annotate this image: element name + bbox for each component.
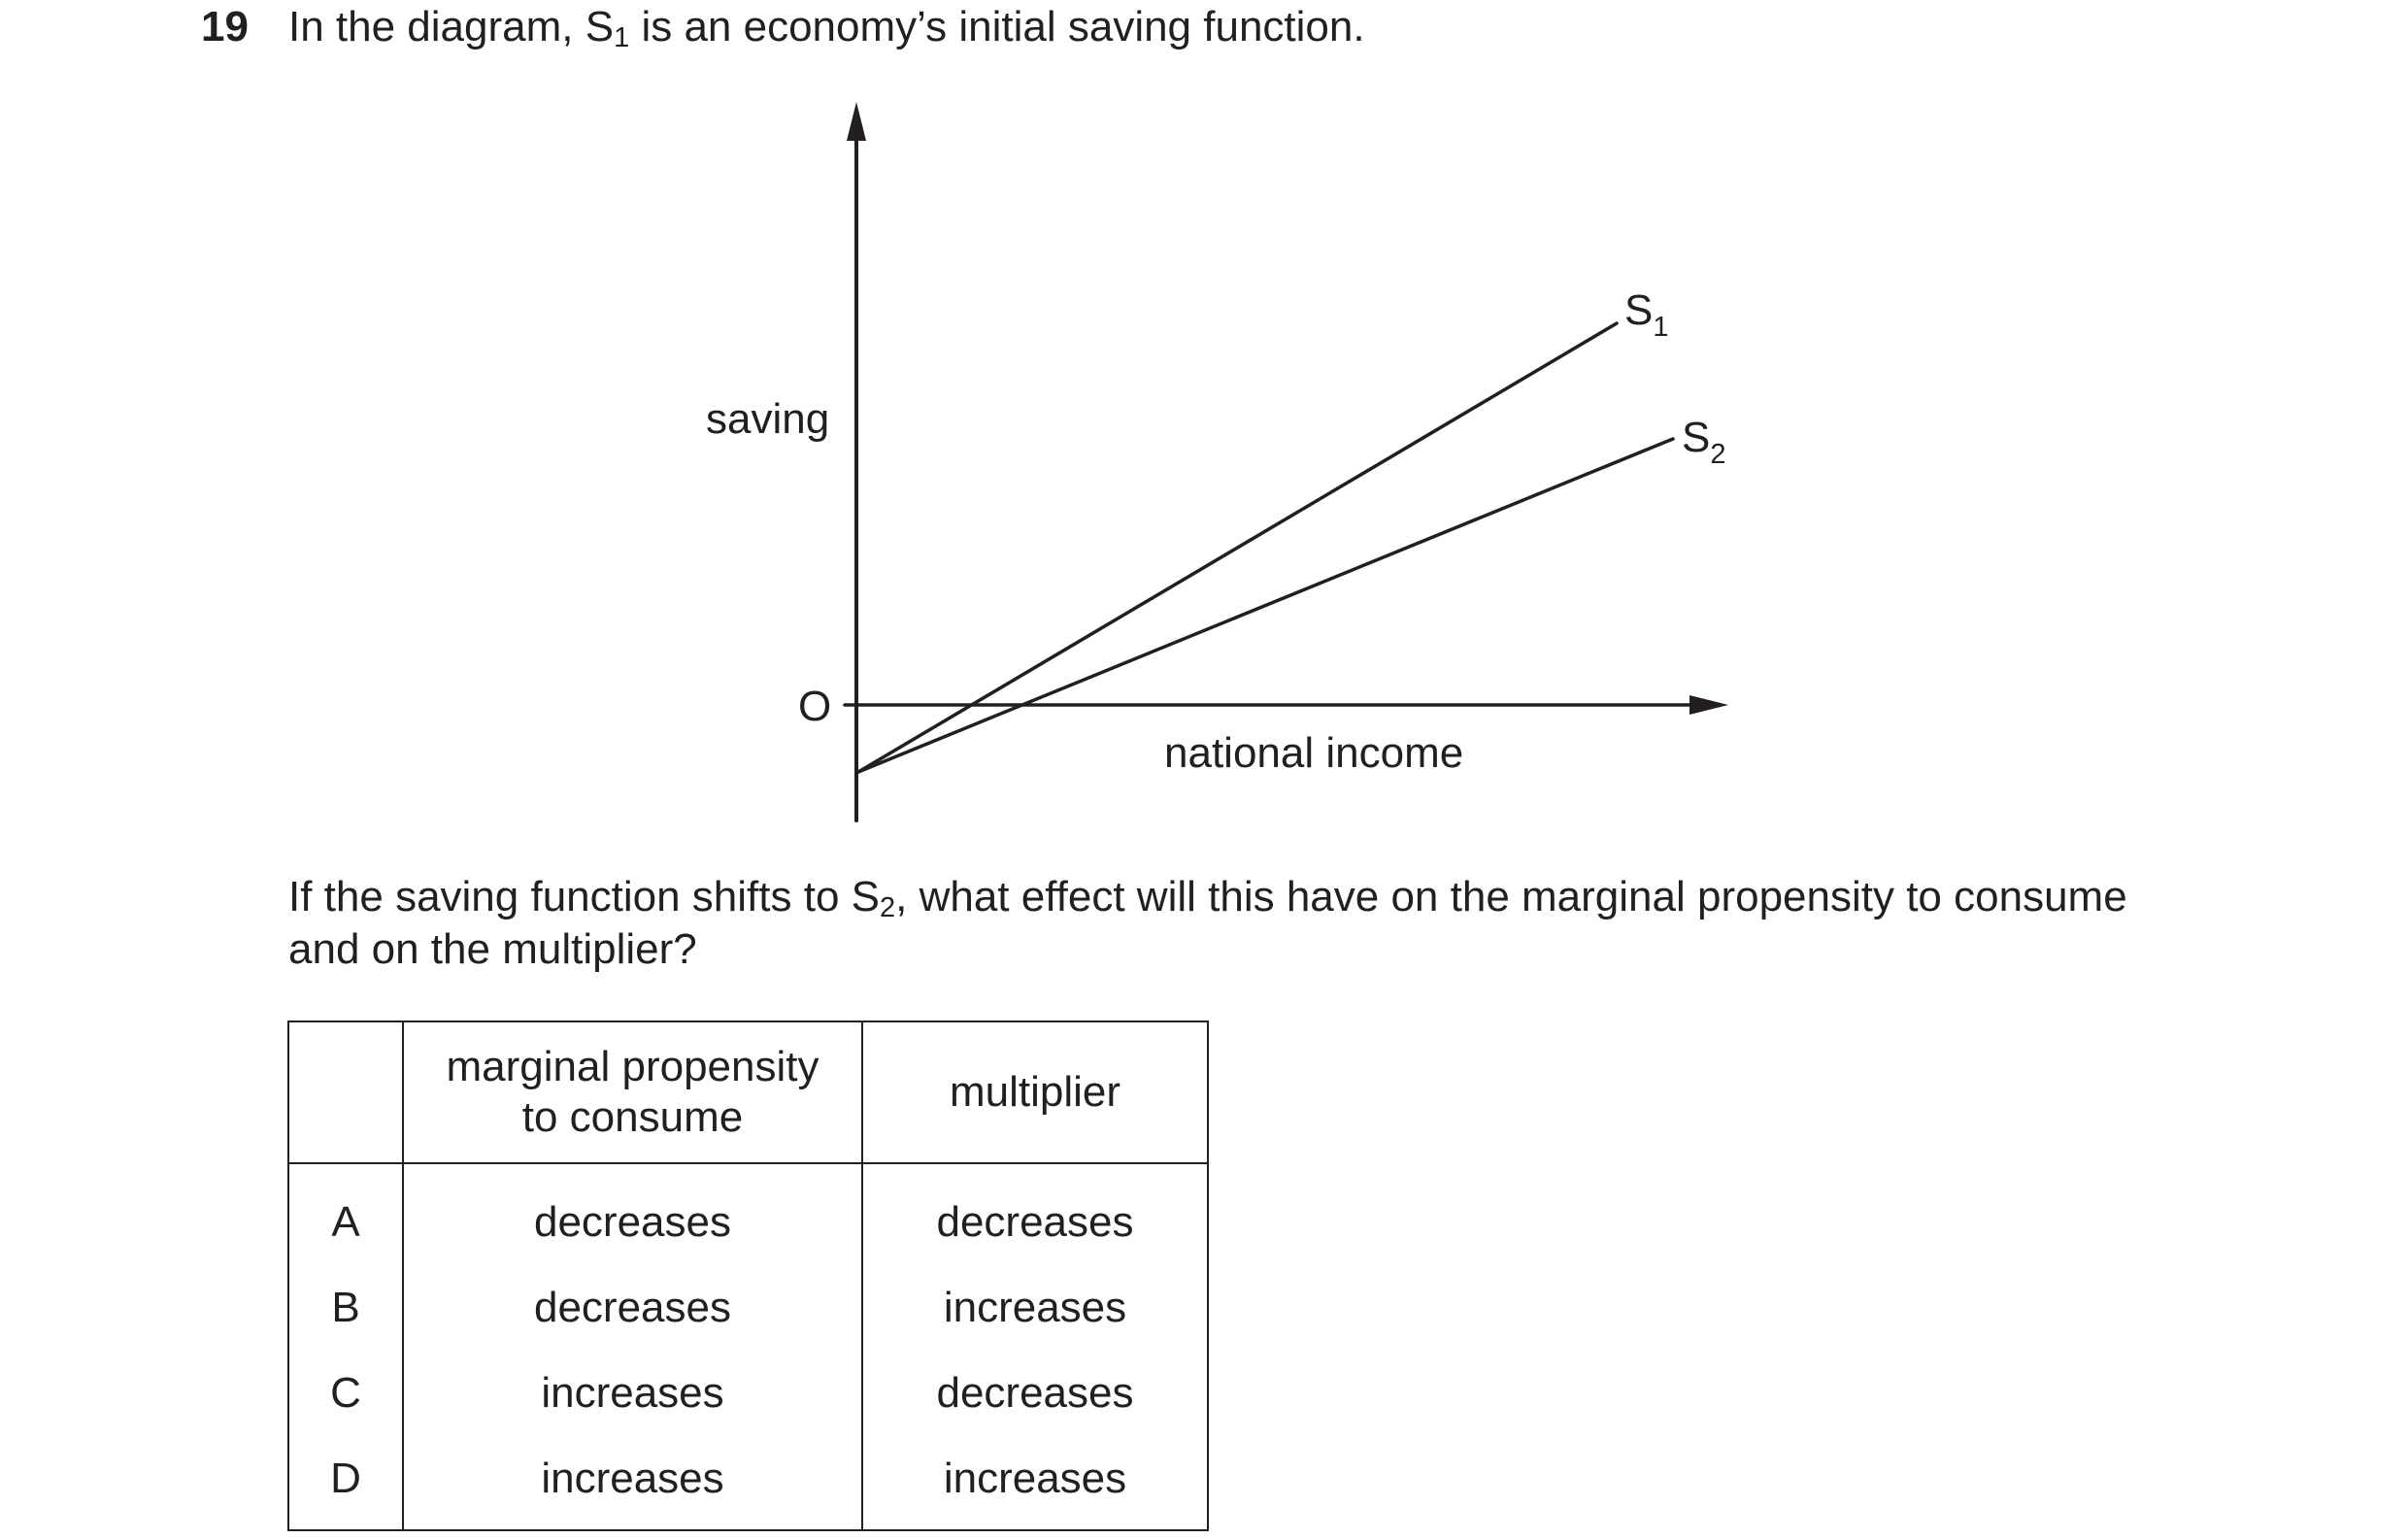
table-row[interactable]: [288, 1436, 1208, 1530]
question-text-subscript: 1: [614, 22, 630, 53]
y-axis-label: saving: [706, 395, 830, 443]
s2-label-subscript: 2: [1710, 439, 1726, 470]
option-multiplier: increases: [862, 1436, 1208, 1530]
saving-line-s2: [858, 439, 1673, 772]
y-axis-arrowhead: [847, 102, 866, 141]
header-multiplier: multiplier: [862, 1021, 1208, 1163]
option-mpc: decreases: [403, 1265, 862, 1351]
table-header-row: [288, 1021, 1208, 1163]
x-axis-arrowhead: [1689, 695, 1728, 715]
table-row[interactable]: [288, 1351, 1208, 1436]
option-mpc: increases: [403, 1351, 862, 1436]
option-multiplier: decreases: [862, 1351, 1208, 1436]
question-text-start: In the diagram, S: [288, 3, 615, 50]
x-axis-label: national income: [1164, 729, 1464, 777]
origin-label: O: [798, 683, 832, 730]
prompt-subscript: 2: [880, 892, 896, 923]
header-mpc: [403, 1021, 862, 1163]
answer-options-table: [287, 1020, 1209, 1531]
header-mpc-line-2: to consume: [521, 1093, 744, 1141]
prompt-line-1-end: , what effect will this have on the marginal propensity to consume: [895, 873, 2127, 920]
s1-label: [1624, 286, 1669, 343]
s2-label: [1682, 414, 1726, 470]
option-key: C: [288, 1351, 403, 1436]
option-multiplier: decreases: [862, 1163, 1208, 1265]
option-mpc: increases: [403, 1436, 862, 1530]
prompt-line-1-start: If the saving function shifts to S: [288, 873, 880, 920]
header-option: [288, 1021, 403, 1163]
s1-label-subscript: 1: [1653, 312, 1669, 343]
question-number: 19: [201, 3, 249, 50]
option-key: D: [288, 1436, 403, 1530]
question-text-end: is an economy’s initial saving function.: [629, 3, 1365, 50]
prompt-line-2: and on the multiplier?: [288, 925, 697, 973]
s2-label-letter: S: [1682, 414, 1711, 461]
s1-label-letter: S: [1624, 286, 1654, 334]
option-key: B: [288, 1265, 403, 1351]
header-mpc-line-1: marginal propensity: [446, 1043, 819, 1090]
option-multiplier: increases: [862, 1265, 1208, 1351]
table-row[interactable]: [288, 1265, 1208, 1351]
option-mpc: decreases: [403, 1163, 862, 1265]
option-key: A: [288, 1163, 403, 1265]
prompt-line-1: [288, 871, 2279, 923]
table-row[interactable]: [288, 1163, 1208, 1265]
question-prompt: [288, 871, 2279, 976]
